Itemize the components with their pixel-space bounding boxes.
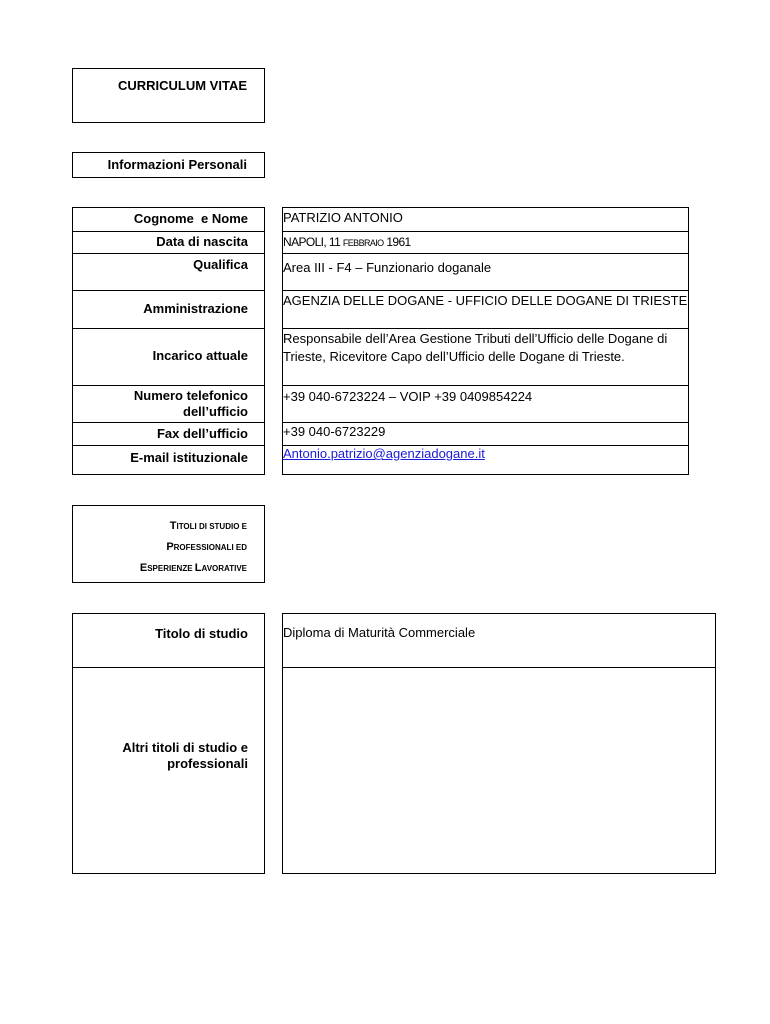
email-value-container [283,445,688,463]
row-divider [72,290,265,291]
fax-value: +39 040-6723229 [283,424,386,439]
email-link[interactable]: Antonio.patrizio@agenziadogane.it [283,446,485,461]
titles-section-line2: PROFESSIONALI ED [166,541,247,553]
qualifica-value: Area III - F4 – Funzionario doganale [283,260,492,275]
altri-titoli-label-line2: professionali [167,756,248,771]
incarico-label: Incarico attuale [152,348,248,363]
amministrazione-label: Amministrazione [143,301,248,316]
titles-section-box [72,505,265,583]
row-divider [72,445,265,446]
row-divider [282,231,689,232]
data-nascita-year: 1961 [383,235,411,249]
telefono-value: +39 040-6723224 – VOIP +39 0409854224 [283,389,533,404]
titles-section-title [73,515,247,578]
titles-section-line1: TITOLI DI STUDIO E [169,520,247,532]
row-divider [72,328,265,329]
cognome-nome-label: Cognome e Nome [133,211,248,226]
titolo-studio-value: Diploma di Maturità Commerciale [283,625,476,640]
titolo-studio-label: Titolo di studio [155,626,248,641]
data-nascita-value [283,233,688,252]
row-divider [282,328,689,329]
row-divider [282,667,716,668]
amministrazione-value: AGENZIA DELLE DOGANE - UFFICIO DELLE DOGANE DI TRIESTE [283,293,688,308]
cognome-nome-value: PATRIZIO ANTONIO [283,210,403,225]
data-nascita-prefix: NAPOLI, 11 [283,235,343,249]
data-nascita-month: FEBBRAIO [342,238,384,248]
row-divider [72,667,265,668]
cv-title-box [72,68,265,123]
row-divider [72,253,265,254]
qualifica-label: Qualifica [193,257,248,272]
row-divider [282,385,689,386]
cv-title: CURRICULUM VITAE [117,78,247,93]
titles-section-line3: ESPERIENZE LAVORATIVE [139,562,247,574]
personal-section-title: Informazioni Personali [107,157,247,172]
altri-titoli-label-line1: Altri titoli di studio e [122,740,248,755]
incarico-value: Responsabile dell’Area Gestione Tributi dell’Ufficio delle Dogane di Trieste, Ricevitore Capo dell’Ufficio delle Dogane di Trieste. [283,331,668,364]
education-values-column [282,613,716,874]
row-divider [282,290,689,291]
email-label: E-mail istituzionale [130,450,248,465]
row-divider [282,253,689,254]
personal-section-box [72,152,265,178]
fax-label: Fax dell’ufficio [156,426,248,441]
row-divider [72,231,265,232]
telefono-label [72,388,265,420]
data-nascita-label: Data di nascita [156,234,248,249]
altri-titoli-label [72,740,265,772]
telefono-label-line2: dell’ufficio [183,404,248,419]
row-divider [72,422,265,423]
telefono-label-line1: Numero telefonico [133,388,248,403]
row-divider [72,385,265,386]
